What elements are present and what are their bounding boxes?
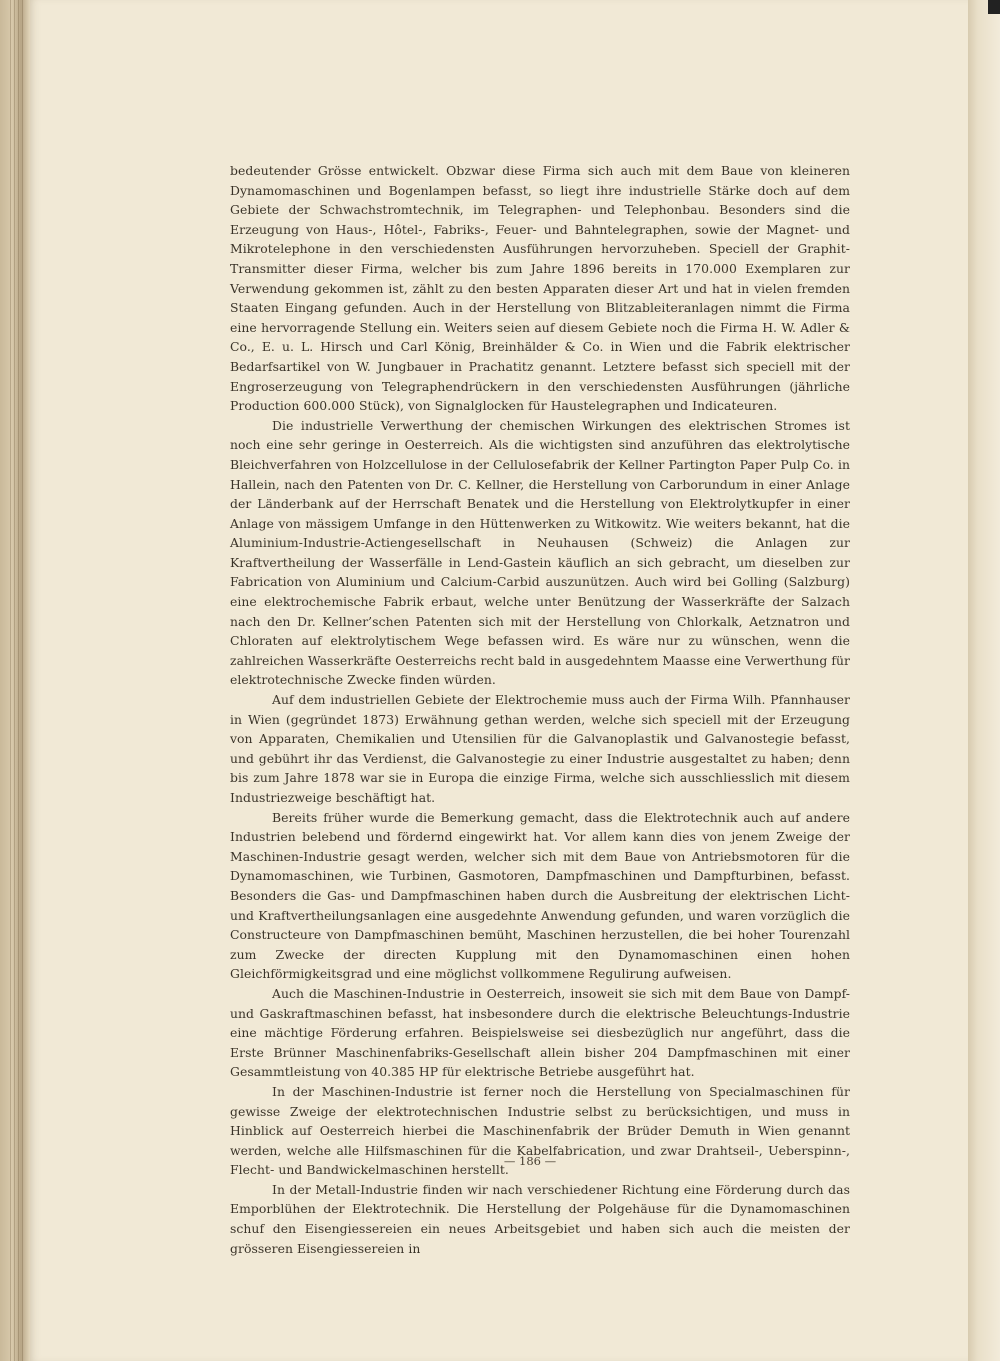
paragraph: Auch die Maschinen-Industrie in Oesterreich, insoweit sie sich mit dem Baue von Dampf- und Gaskraftmaschinen befasst, hat insbesondere durch die elektrische Beleuchtungs-Industrie eine mächtige Förderung erfahren. Beispielsweise sei diesbezüglich nur angeführt, dass die Erste Brünner Maschinenfabriks-Gesellschaft allein bisher 204 Dampfmaschinen mit einer Gesammtleistung von 40.385 HP für elektrische Betriebe ausgeführt hat. xyxy=(230,985,850,1080)
scan-corner xyxy=(988,0,1000,14)
paragraph: Bereits früher wurde die Bemerkung gemacht, dass die Elektrotechnik auch auf andere Industrien belebend und fördernd eingewirkt hat. Vor allem kann dies von jenem Zweige der Maschinen-Industrie gesagt werden, welcher sich mit dem Baue von Antriebsmotoren für die Dynamomaschinen, wie Turbinen, Gasmotoren, Dampfmaschinen und Dampfturbinen, befasst. Besonders die Gas- und Dampfmaschinen haben durch die Ausbreitung der elektrischen Licht- und Kraftvertheilungsanlagen eine ausgedehnte Anwendung gefunden, und waren vorzüglich die Constructeure von Dampfmaschinen bemüht, Maschinen herzustellen, die bei hoher Tourenzahl zum Zwecke der directen Kupplung mit den Dynamomaschinen einen hohen Gleichförmigkeitsgrad und eine möglichst vollkommene Regulirung aufweisen. xyxy=(230,809,850,982)
paragraph: Die industrielle Verwerthung der chemischen Wirkungen des elektrischen Stromes ist noch eine sehr geringe in Oesterreich. Als die wichtigsten sind anzuführen das elektrolytische Bleichverfahren von Holzcellulose in der Cellulosefabrik der Kellner Partington Paper Pulp Co. in Hallein, nach den Patenten von Dr. C. Kellner, die Herstellung von Carborundum in einer Anlage der Länderbank auf der Herrschaft Benatek und die Herstellung von Elektrolytkupfer in einer Anlage von mässigem Umfange in den Hüttenwerken zu Witkowitz. Wie weiters bekannt, hat die Aluminium-Industrie-Actiengesellschaft in Neuhausen (Schweiz) die Anlagen zur Kraftvertheilung der Wasserfälle in Lend-Gastein käuflich an sich gebracht, um dieselben zur Fabrication von Aluminium und Calcium-Carbid auszunützen. Auch wird bei Golling (Salzburg) eine elektrochemische Fabrik erbaut, welche unter Benützung der Wasserkräfte der Salzach nach den Dr. Kellner’schen Patenten sich mit der Herstellung von Chlorkalk, Aetznatron und Chloraten auf elektrolytischem Wege befassen wird. Es wäre nur zu wünschen, wenn die zahlreichen Wasserkräfte Oesterreichs recht bald in ausgedehntem Maasse eine Verwerthung für elektrotechnische Zwecke finden würden. xyxy=(230,417,850,688)
page-number: — 186 — xyxy=(503,1154,557,1168)
binding-texture xyxy=(10,0,24,1361)
paragraph: Auf dem industriellen Gebiete der Elektrochemie muss auch der Firma Wilh. Pfannhauser in Wien (gegründet 1873) Erwähnung gethan werden, welche sich speciell mit der Erzeugung von Apparaten, Chemikalien und Utensilien für die Galvanoplastik und Galvanostegie befasst, und gebührt ihr das Verdienst, die Galvanostegie zu einer Industrie ausgestaltet zu haben; denn bis zum Jahre 1878 war sie in Europa die einzige Firma, welche sich ausschliesslich mit diesem Industriezweige beschäftigt hat. xyxy=(230,692,850,805)
page-edge xyxy=(968,0,1000,1361)
paragraph: In der Maschinen-Industrie ist ferner noch die Herstellung von Specialmaschinen für gewisse Zweige der elektrotechnischen Industrie selbst zu berücksichtigen, und muss in Hinblick auf Oesterreich hierbei die Maschinenfabrik der Brüder Demuth in Wien genannt werden, welche alle Hilfsmaschinen für die Kabelfabrication, und zwar Drahtseil-, Ueberspinn-, Flecht- und Bandwickelmaschinen herstellt. xyxy=(230,1083,850,1178)
paragraph: In der Metall-Industrie finden wir nach verschiedener Richtung eine Förderung durch das Emporblühen der Elektrotechnik. Die Herstellung der Polgehäuse für die Dynamomaschinen schuf den Eisengiessereien ein neues Arbeitsgebiet und haben sich auch die meisten der grösseren Eisengiessereien in xyxy=(230,1181,850,1256)
book-binding xyxy=(0,0,30,1361)
paragraph: bedeutender Grösse entwickelt. Obzwar diese Firma sich auch mit dem Baue von kleineren Dynamomaschinen und Bogenlampen befasst, so liegt ihre industrielle Stärke doch auf dem Gebiete der Schwachstromtechnik, im Telegraphen- und Telephonbau. Besonders sind die Erzeugung von Haus-, Hôtel-, Fabriks-, Feuer- und Bahntelegraphen, sowie der Magnet- und Mikrotelephone in den verschiedensten Ausführungen hervorzuheben. Speciell der Graphit-Transmitter dieser Firma, welcher bis zum Jahre 1896 bereits in 170.000 Exemplaren zur Verwendung gekommen ist, zählt zu den besten Apparaten dieser Art und hat in vielen fremden Staaten Eingang gefunden. Auch in der Herstellung von Blitzableiteranlagen nimmt die Firma eine hervorragende Stellung ein. Weiters seien auf diesem Gebiete noch die Firma H. W. Adler & Co., E. u. L. Hirsch und Carl König, Breinhälder & Co. in Wien und die Fabrik elektrischer Bedarfsartikel von W. Jungbauer in Prachatitz genannt. Letztere befasst sich speciell mit der Engroserzeugung von Telegraphendrückern in den verschiedensten Ausführungen (jährliche Production 600.000 Stück), von Signalglocken für Haustelegraphen und Indicateuren. xyxy=(230,163,850,414)
body-text xyxy=(230,161,850,1258)
